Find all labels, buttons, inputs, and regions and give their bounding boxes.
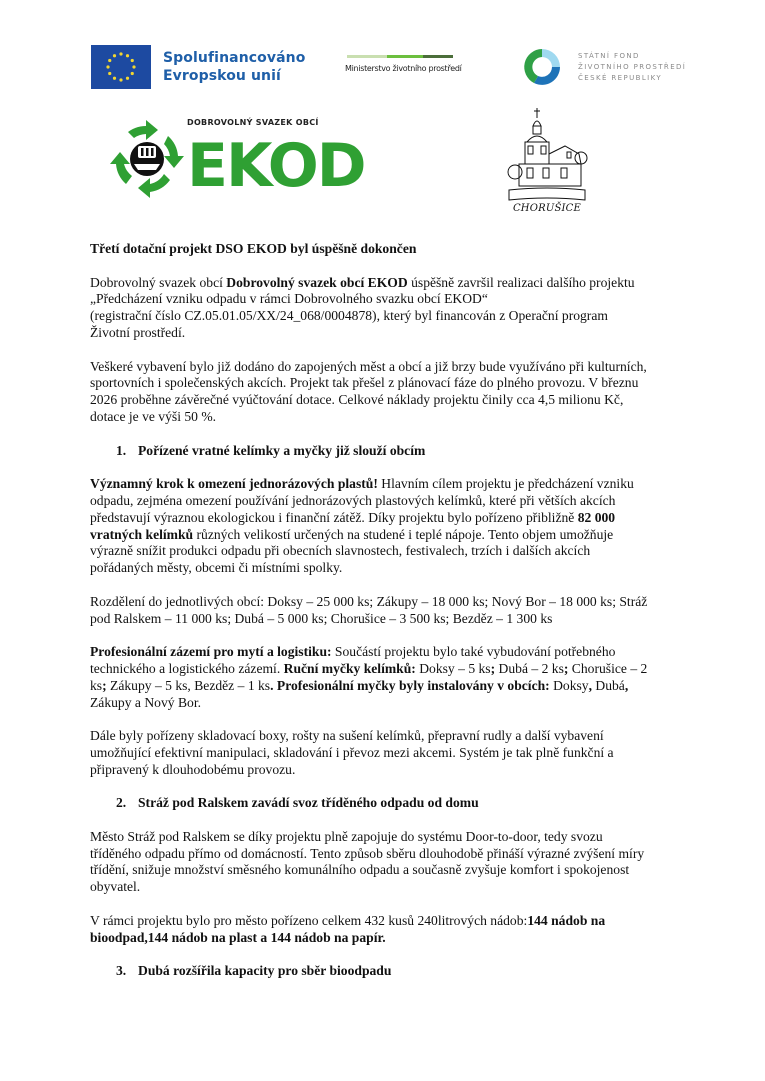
intro-bold-name: Dobrovolný svazek obcí EKOD (226, 274, 408, 290)
church-illustration-icon (505, 106, 589, 202)
eu-star-icon (126, 77, 129, 80)
bold-text: 144 nádob na (527, 912, 606, 928)
paragraph-line: sportovních i společenských akcích. Projekt tak přešel z plánovací fáze do plného provozu. V březnu (90, 375, 639, 391)
eu-star-icon (119, 52, 122, 55)
paragraph-text: ks (90, 677, 103, 693)
eu-logo-text (163, 49, 305, 85)
paragraph-line: Dále byly pořízeny skladovací boxy, rošty na sušení kelímků, přepravní rudly a další vybavení (90, 728, 604, 744)
ekod-text-column (187, 118, 365, 202)
article (90, 241, 700, 980)
state-environmental-fund-logo (520, 44, 740, 90)
paragraph-line: tříděného odpadu přímo od domácností. Tento způsob sběru dlouhodobě přináší výrazné zvýšení míry (90, 845, 645, 861)
paragraph-text: technického a logistického zázemí. (90, 660, 284, 676)
paragraph-text: představují výraznou ekologickou i finanční zátěž. Díky projektu bylo pořízeno přibližně (90, 509, 578, 525)
paragraph-line: připravený k dlouhodobému provozu. (90, 761, 296, 777)
mzp-color-bars (347, 55, 453, 58)
article-title: Třetí dotační projekt DSO EKOD byl úspěšně dokončen (90, 241, 417, 256)
eu-star-icon (113, 54, 116, 57)
paragraph-text: Zákupy – 5 ks, Bezděz – 1 ks (106, 677, 271, 693)
section-title: Pořízené vratné kelímky a myčky již slouží obcím (138, 442, 426, 458)
sfzp-line3: ČESKÉ REPUBLIKY (578, 73, 663, 82)
paragraph-line: třídění, snižuje množství směsného komunálního odpadu a současně zvyšuje komfort i spokojenost (90, 862, 630, 878)
section-title: Dubá rozšířila kapacity pro sběr bioodpadu (138, 963, 392, 979)
project-name: „Předcházení vzniku odpadu v rámci Dobrovolného svazku obcí EKOD“ (90, 291, 488, 307)
paragraph-line: Veškeré vybavení bylo již dodáno do zapojených měst a obcí a již brzy bude využíváno při kulturních, (90, 358, 647, 374)
paragraph-text: Doksy (549, 677, 589, 693)
section-number: 1. (116, 442, 127, 458)
intro-paragraph (90, 275, 700, 342)
separator: , (624, 677, 629, 693)
bold-label: Ruční myčky kelímků: (283, 660, 416, 676)
paragraph-text: V rámci projektu bylo pro město pořízeno celkem 432 kusů 240litrových nádob: (90, 912, 528, 928)
mzp-bar-mid (387, 55, 423, 58)
cups-count: 82 000 (577, 509, 616, 525)
separator: , (588, 677, 592, 693)
bold-text: bioodpad,144 nádob na plast a 144 nádob na papír. (90, 929, 386, 945)
intro-text: Životní prostředí. (90, 324, 186, 340)
bold-label: . Profesionální myčky byly instalovány v obcích: (270, 677, 550, 693)
paragraph-text: Dubá (592, 677, 625, 693)
intro-text: Dobrovolný svazek obcí (90, 274, 227, 290)
sfzp-line2: ŽIVOTNÍHO PROSTŘEDÍ (578, 62, 687, 71)
sfzp-ring-icon (520, 45, 564, 89)
paragraph-text: Chorušice – 2 (568, 660, 648, 676)
eu-star-icon (113, 77, 116, 80)
ekod-recycle-icon (108, 118, 188, 202)
paragraph-line: obyvatel. (90, 879, 141, 895)
chorusice-banner-text: CHORUŠICE (512, 203, 582, 214)
status-paragraph (90, 359, 700, 426)
eu-star-icon (131, 59, 134, 62)
bins-paragraph (90, 913, 700, 947)
paragraph-line: výrazně snížit produkci odpadu při obecních slavnostech, festivalech, trzích i dalších akcích (90, 543, 591, 559)
paragraph-line: dotace je ve výši 50 %. (90, 408, 217, 424)
bold-lead: Významný krok k omezení jednorázových plastů! (90, 476, 378, 492)
section-title: Stráž pod Ralskem zavádí svoz tříděného odpadu od domu (138, 795, 479, 811)
separator: ; (102, 677, 107, 693)
logistics-paragraph (90, 644, 700, 711)
paragraph-line: Město Stráž pod Ralskem se díky projektu plně zapojuje do systému Door-to-door, tedy svozu (90, 828, 603, 844)
paragraph-line: pod Ralskem – 11 000 ks; Dubá – 5 000 ks; Chorušice – 3 500 ks; Bezděz – 1 300 ks (90, 610, 553, 626)
paragraph-text: různých velikostí určených na studené i teplé nápoje. Tento objem umožňuje (193, 526, 614, 542)
ministry-environment-logo (345, 55, 485, 85)
sfzp-logo-text (578, 51, 686, 84)
paragraph-text: Součástí projektu bylo také vybudování potřebného (331, 644, 616, 660)
chorusice-logo (505, 106, 589, 216)
mzp-bar-light (347, 55, 387, 58)
intro-text: úspěšně završil realizaci dalšího projektu (407, 274, 635, 290)
sfzp-line1: STÁTNÍ FOND (578, 51, 640, 60)
eu-star-icon (126, 54, 129, 57)
eu-star-icon (108, 72, 111, 75)
section-3-heading (90, 963, 700, 980)
paragraph-line: umožňující efektivní manipulaci, skladování i převoz mezi akcemi. Systém je tak plně funkční a (90, 744, 614, 760)
paragraph-text: Hlavním cílem projektu je předcházení vzniku (377, 476, 634, 492)
eu-star-icon (131, 72, 134, 75)
eu-star-icon (106, 65, 109, 68)
cups-label: vratných kelímků (90, 526, 194, 542)
paragraph-line: odpadu, zejména omezení používání jednorázových plastových kelímků, které při větších akcích (90, 492, 616, 508)
paragraph-line: Zákupy a Nový Bor. (90, 694, 201, 710)
eu-star-icon (119, 78, 122, 81)
paragraph-line: 2026 proběhne závěrečné vyúčtování dotace. Celkové náklady projektu činily cca 4,5 milionu Kč, (90, 392, 624, 408)
ekod-subtitle: DOBROVOLNÝ SVAZEK OBCÍ (187, 118, 319, 127)
eu-flag-icon (91, 45, 151, 89)
paragraph-line: Rozdělení do jednotlivých obcí: Doksy – 25 000 ks; Zákupy – 18 000 ks; Nový Bor – 18 000 ks; Stráž (90, 593, 648, 609)
mzp-logo-text: Ministerstvo životního prostředí (345, 64, 462, 73)
eu-logo-line2: Evropskou unií (163, 68, 281, 84)
section-1-heading (90, 443, 700, 460)
bold-lead: Profesionální zázemí pro mytí a logistiku: (90, 644, 332, 660)
separator: ; (490, 660, 496, 676)
paragraph-line: pořádaných městy, obcemi či místními spolky. (90, 560, 343, 576)
section-number: 2. (116, 795, 127, 811)
paragraph-text: Doksy – 5 ks (415, 660, 491, 676)
section-2-heading (90, 795, 700, 812)
section-number: 3. (116, 963, 127, 979)
mzp-bar-dark (423, 55, 453, 58)
ekod-logo (108, 118, 365, 202)
ekod-wordmark: EKOD (187, 131, 365, 201)
registration-number: (registrační číslo CZ.05.01.05/XX/24_068/0004878), který byl financován z Operační program (90, 308, 608, 324)
eu-star-icon (108, 59, 111, 62)
cups-paragraph (90, 476, 700, 577)
distribution-paragraph (90, 594, 700, 628)
eu-logo-line1: Spolufinancováno (163, 50, 306, 66)
separator: ; (563, 660, 569, 676)
paragraph-text: Dubá – 2 ks (495, 660, 564, 676)
door-to-door-paragraph (90, 829, 700, 896)
equipment-paragraph (90, 728, 700, 778)
eu-cofinanced-logo (91, 43, 306, 91)
eu-star-icon (132, 65, 135, 68)
